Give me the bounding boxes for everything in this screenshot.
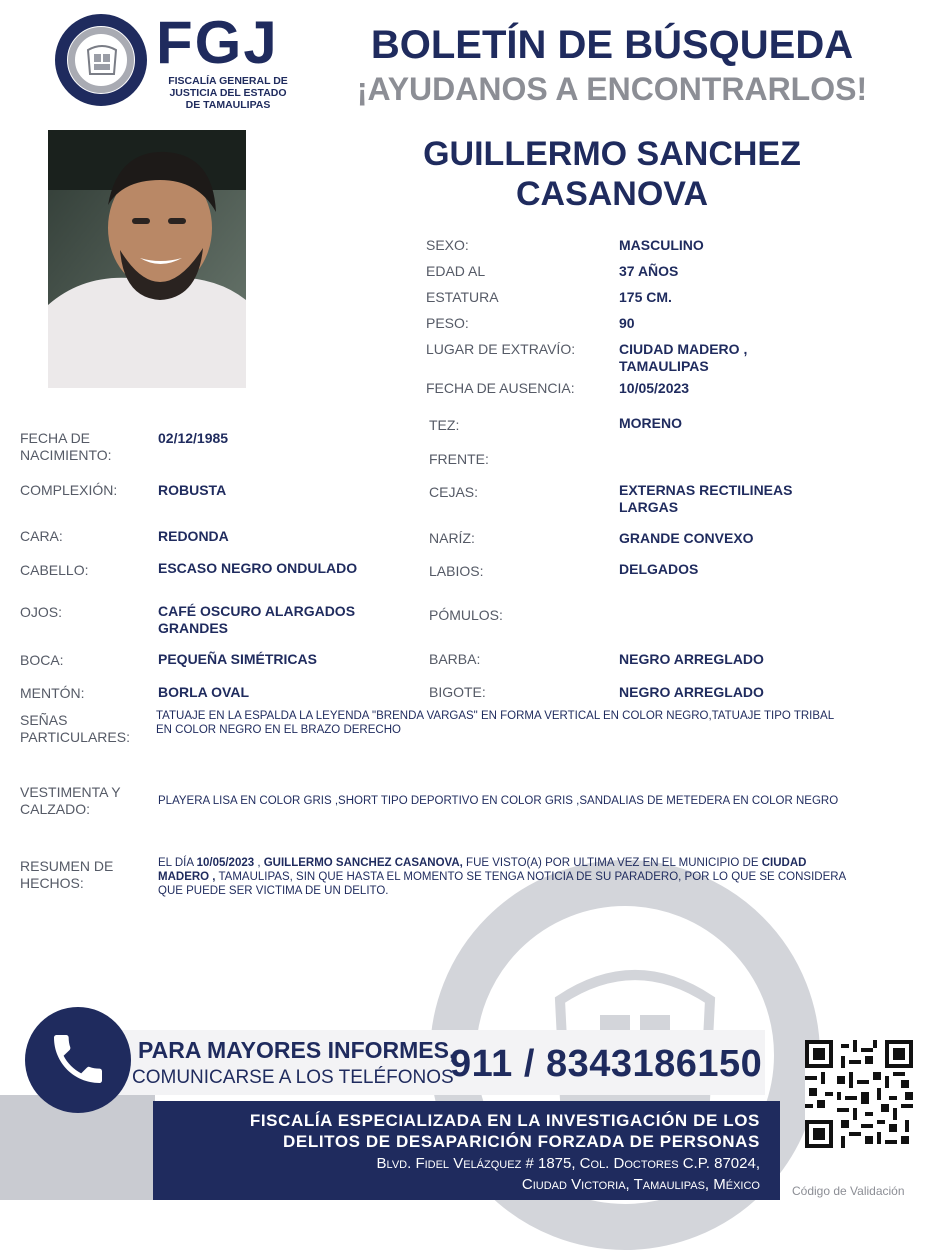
field-value-bigote: NEGRO ARREGLADO <box>619 684 764 700</box>
phone-number[interactable]: 911 / 8343186150 <box>450 1043 763 1085</box>
resumen-name: GUILLERMO SANCHEZ CASANOVA, <box>263 857 463 869</box>
field-label-barba: BARBA: <box>429 651 481 667</box>
field-label-boca: BOCA: <box>20 652 64 668</box>
field-label-peso: PESO: <box>426 315 469 331</box>
field-label-edad: EDAD AL <box>426 263 486 279</box>
field-value-complexion: ROBUSTA <box>158 482 227 498</box>
person-name <box>372 134 852 214</box>
office-line2: DELITOS DE DESAPARICIÓN FORZADA DE PERSONAS <box>283 1132 760 1151</box>
logo-seal-icon <box>84 42 120 78</box>
field-value-boca: PEQUEÑA SIMÉTRICAS <box>158 651 317 667</box>
senas-value: TATUAJE EN LA ESPALDA LA LEYENDA "BRENDA VARGAS" EN FORMA VERTICAL EN COLOR NEGRO,TATUAJE TIPO TRIBAL EN COLOR NEGRO EN EL BRAZO DERECHO <box>156 710 834 736</box>
vestimenta-value: PLAYERA LISA EN COLOR GRIS ,SHORT TIPO DEPORTIVO EN COLOR GRIS ,SANDALIAS DE METEDERA EN COLOR NEGRO <box>158 795 839 807</box>
bulletin-title: BOLETÍN DE BÚSQUEDA <box>370 23 854 67</box>
resumen-text-4: TAMAULIPAS, SIN QUE HASTA EL MOMENTO SE TENGA NOTICIA DE SU PARADERO, POR LO QUE SE CONSIDERA QUE PUEDE SER VICTIMA DE UN DELITO. <box>158 871 846 897</box>
office-name <box>165 1110 760 1152</box>
field-value-ojos: CAFÉ OSCURO ALARGADOS GRANDES <box>158 603 356 636</box>
person-name-line2: CASANOVA <box>515 175 709 213</box>
field-label-cabello: CABELLO: <box>20 562 89 578</box>
field-value-menton: BORLA OVAL <box>158 684 249 700</box>
vestimenta-label: VESTIMENTA Y CALZADO: <box>20 784 121 817</box>
field-value-estatura: 175 CM. <box>619 289 672 305</box>
address-line2: Ciudad Victoria, Tamaulipas, México <box>521 1176 760 1193</box>
field-value-nariz: GRANDE CONVEXO <box>619 530 754 546</box>
field-label-cara: CARA: <box>20 528 63 544</box>
logo-line3: DE TAMAULIPAS <box>185 99 271 111</box>
info-line1: PARA MAYORES INFORMES, <box>138 1037 456 1063</box>
field-value-barba: NEGRO ARREGLADO <box>619 651 764 667</box>
field-value-cejas: EXTERNAS RECTILINEAS LARGAS <box>619 482 793 515</box>
logo-acronym: FGJ <box>156 9 279 76</box>
field-label-sexo: SEXO: <box>426 237 469 253</box>
field-value-sexo: MASCULINO <box>619 237 704 253</box>
field-value-fecha-ausencia: 10/05/2023 <box>619 380 690 396</box>
phone-icon <box>46 1027 110 1091</box>
resumen-text-3: FUE VISTO(A) POR ULTIMA VEZ EN EL MUNICIPIO DE <box>462 857 762 869</box>
field-label-bigote: BIGOTE: <box>429 684 486 700</box>
person-photo <box>48 130 246 388</box>
address-line1: Blvd. Fidel Velázquez # 1875, Col. Doctores C.P. 87024, <box>376 1155 760 1172</box>
office-address <box>165 1153 760 1195</box>
field-value-cara: REDONDA <box>158 528 229 544</box>
info-line2: COMUNICARSE A LOS TELÉFONOS <box>132 1067 454 1088</box>
resumen-label: RESUMEN DE HECHOS: <box>20 858 114 891</box>
field-label-menton: MENTÓN: <box>20 685 85 701</box>
field-value-peso: 90 <box>619 315 635 331</box>
field-value-nacimiento: 02/12/1985 <box>158 430 229 446</box>
field-value-edad: 37 AÑOS <box>619 263 679 279</box>
logo-line1: FISCALÍA GENERAL DE <box>168 75 288 87</box>
field-label-frente: FRENTE: <box>429 451 489 467</box>
resumen-value <box>158 856 848 898</box>
logo-line2: JUSTICIA DEL ESTADO <box>169 87 287 99</box>
field-label-nariz: NARÍZ: <box>429 530 475 546</box>
resumen-text-1: EL DÍA <box>158 857 197 869</box>
field-label-pomulos: PÓMULOS: <box>429 607 503 623</box>
qr-code-icon[interactable] <box>805 1040 913 1148</box>
field-label-tez: TEZ: <box>429 417 460 433</box>
field-label-cejas: CEJAS: <box>429 484 479 500</box>
resumen-place: CIUDAD MADERO , <box>158 857 807 883</box>
field-label-complexion: COMPLEXIÓN: <box>20 482 118 498</box>
field-value-labios: DELGADOS <box>619 561 699 577</box>
field-label-fecha-ausencia: FECHA DE AUSENCIA: <box>426 380 575 396</box>
field-label-ojos: OJOS: <box>20 604 63 620</box>
logo-text <box>158 75 298 111</box>
field-label-estatura: ESTATURA <box>426 289 499 305</box>
field-label-nacimiento: FECHA DE NACIMIENTO: <box>20 430 112 463</box>
resumen-text-2: , <box>254 857 264 869</box>
field-value-cabello: ESCASO NEGRO ONDULADO <box>158 560 358 576</box>
person-name-line1: GUILLERMO SANCHEZ <box>423 135 801 173</box>
resumen-date: 10/05/2023 <box>196 857 255 869</box>
office-line1: FISCALÍA ESPECIALIZADA EN LA INVESTIGACIÓN DE LOS <box>249 1111 760 1130</box>
senas-label: SEÑAS PARTICULARES: <box>20 712 130 745</box>
qr-caption: Código de Validación <box>792 1184 905 1198</box>
field-label-labios: LABIOS: <box>429 563 484 579</box>
field-value-tez: MORENO <box>619 415 682 431</box>
field-value-lugar: CIUDAD MADERO , TAMAULIPAS <box>619 341 748 374</box>
field-label-lugar: LUGAR DE EXTRAVÍO: <box>426 341 576 357</box>
bulletin-subtitle: ¡AYUDANOS A ENCONTRARLOS! <box>356 71 868 107</box>
